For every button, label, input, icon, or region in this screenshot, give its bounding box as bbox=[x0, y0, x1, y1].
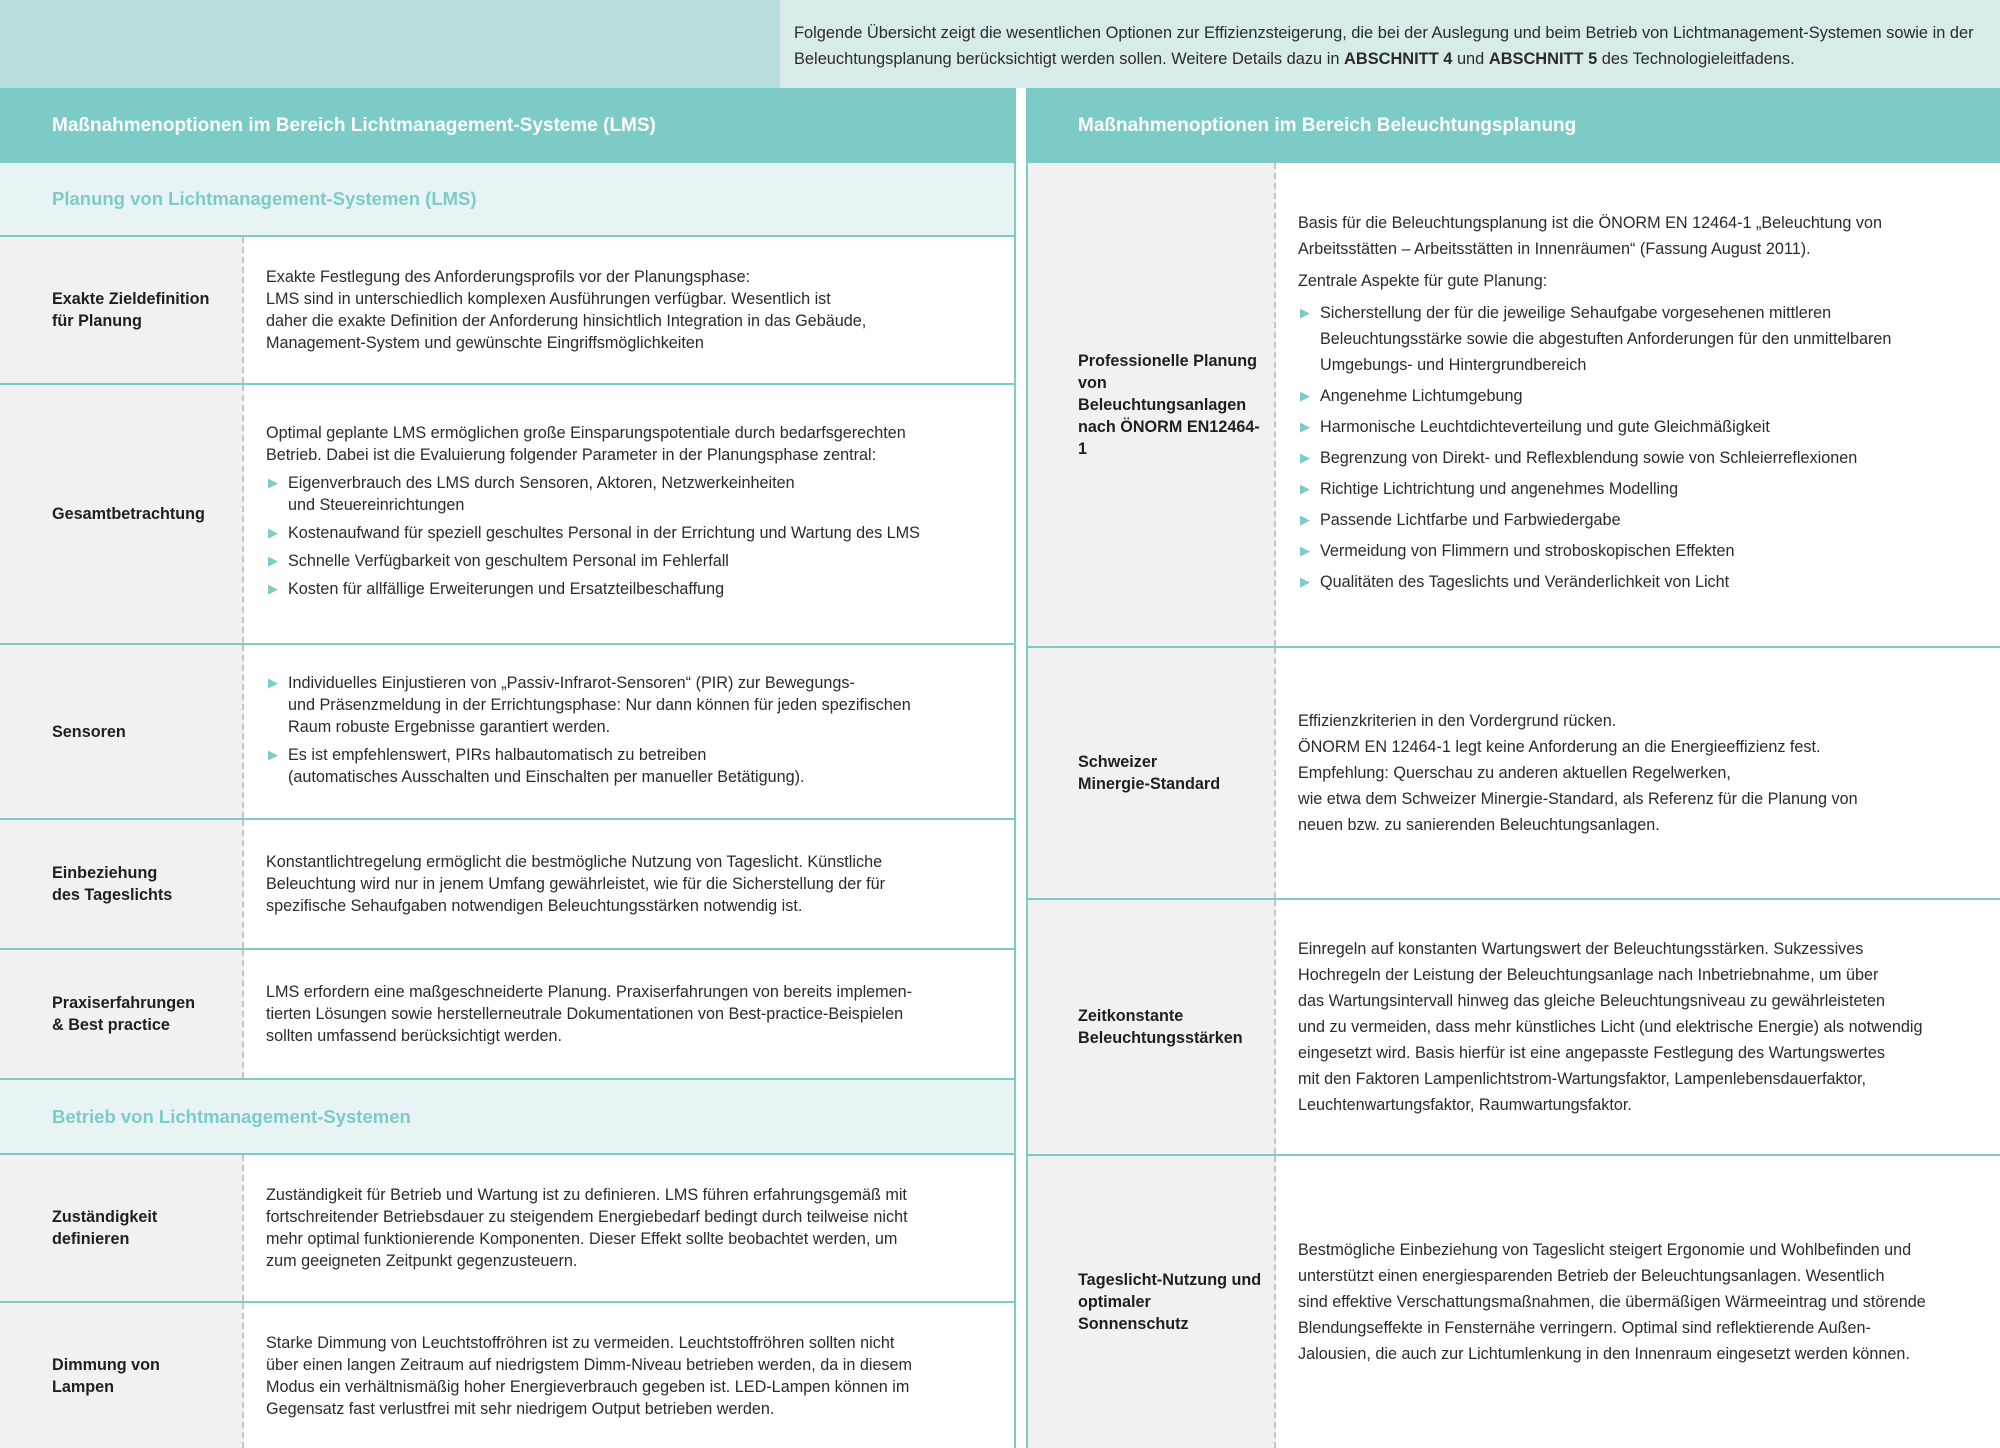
triangle-bullet-icon: ▶ bbox=[1300, 511, 1310, 527]
row-label: Einbeziehung des Tageslichts bbox=[0, 820, 244, 948]
list-item: ▶ Eigenverbrauch des LMS durch Sensoren, Aktoren, Netzwerkeinheiten und Steuereinrichtungen bbox=[268, 474, 795, 514]
banner-decoration bbox=[0, 0, 780, 88]
row-label: Tageslicht-Nutzung und optimaler Sonnenschutz bbox=[1026, 1156, 1276, 1448]
bullet-list bbox=[266, 472, 992, 606]
row-content: Einregeln auf konstanten Wartungswert der Beleuchtungsstärken. Sukzessives Hochregeln der Leistung der Beleuchtungsanlage nach Inbetriebnahme, um über das Wartungsintervall hinweg das gleiche Beleuchtungsniveau zu gewährleisteten und zu vermeiden, dass mehr künstliches Licht (und elektrische Energie) als notwendig eingesetzt wird. Basis hierfür ist eine angepasste Festlegung des Wartungswertes mit den Faktoren Lampenlichtstrom-Wartungsfaktor, Lampenlebensdauerfaktor, Leuchtenwartungsfaktor, Raumwartungsfaktor. bbox=[1298, 940, 1923, 1114]
row-content: Konstantlichtregelung ermöglicht die bestmögliche Nutzung von Tageslicht. Künstliche Beleuchtung wird nur in jenem Umfang gewährleistet, wie für die Sicherstellung der für spezifische Sehaufgaben notwendigen Beleuchtungsstärken notwendig ist. bbox=[266, 853, 886, 915]
row-label: Professionelle Planung von Beleuchtungsanlagen nach ÖNORM EN12464-1 bbox=[1026, 163, 1276, 646]
column-divider bbox=[1014, 163, 1016, 1448]
row-label: Exakte Zieldefinition für Planung bbox=[0, 237, 244, 383]
row-label: Zuständigkeit definieren bbox=[0, 1155, 244, 1301]
list-item: ▶ Passende Lichtfarbe und Farbwiedergabe bbox=[1298, 507, 1986, 533]
row-content: Zuständigkeit für Betrieb und Wartung ist zu definieren. LMS führen erfahrungsgemäß mit fortschreitender Betriebsdauer zu steigendem Energiebedarf bedingt durch teilweise nicht mehr optimal funktionierende Komponenten. Dieser Effekt sollte beobachtet werden, um zum geeigneten Zeitpunkt gegenzusteuern. bbox=[266, 1186, 908, 1270]
row-content: LMS erfordern eine maßgeschneiderte Planung. Praxiserfahrungen von bereits implemen- tierten Lösungen sowie herstellerneutrale Dokumentationen von Best-practice-Beispielen sollten umfassend berücksichtigt werden. bbox=[266, 983, 913, 1045]
triangle-bullet-icon: ▶ bbox=[1300, 542, 1310, 558]
triangle-bullet-icon: ▶ bbox=[268, 475, 278, 490]
triangle-bullet-icon: ▶ bbox=[1300, 387, 1310, 403]
intro-text: Folgende Übersicht zeigt die wesentlichen Optionen zur Effizienzsteigerung, die bei der Auslegung und beim Betrieb von Lichtmanagement-Systemen sowie in der Beleuchtungsplanung berücksichtigt werden sollen. Weitere Details dazu in ABSCHNITT 4 und ABSCHNITT 5 des Technologieleitfadens. bbox=[780, 0, 2000, 88]
list-item: ▶ Es ist empfehlenswert, PIRs halbautomatisch zu betreiben (automatisches Ausschalten und Einschalten per manueller Betätigung). bbox=[268, 745, 805, 786]
row-content: Basis für die Beleuchtungsplanung ist die ÖNORM EN 12464-1 „Beleuchtung von Arbeitsstätten – Arbeitsstätten in Innenräumen“ (Fassung August 2011). Zentrale Aspekte für gute Planung: ▶ Sicherstellung der für die jeweilige Sehaufgabe vorgesehenen mittleren Beleuchtungsstärke sowie die abgestuften Anforderungen für den unmittelbaren Umgebungs- und Hintergrundbereich ▶ Angenehme Lichtumgebung ▶ Harmonische Leuchtdichteverteilung und gute Gleichmäßigkeit ▶ Begrenzung von Direkt- und Reflexblendung sowie von Schleierreflexionen ▶ Richtige Lichtrichtung und angenehmes Modelling ▶ Passende Lichtfarbe und Farbwiedergabe ▶ Vermeidung von Flimmern und stroboskopischen Effekten ▶ Qualitäten des Tageslichts und Veränderlichkeit von Licht bbox=[1276, 163, 2000, 646]
row-content: Optimal geplante LMS ermöglichen große Einsparungspotentiale durch bedarfsgerechten Betrieb. Dabei ist die Evaluierung folgender Parameter in der Planungsphase zentral: ▶ Eigenverbrauch des LMS durch Sensoren, Aktoren, Netzwerkeinheiten und Steuereinrichtungen ▶ Kostenaufwand für speziell geschultes Personal in der Errichtung und Wartung des LMS ▶ Schnelle Verfügbarkeit von geschultem Personal im Fehlerfall ▶ Kosten für allfällige Erweiterungen und Ersatzteilbeschaffung bbox=[244, 385, 1016, 643]
right-column-header: Maßnahmenoptionen im Bereich Beleuchtungsplanung bbox=[1026, 88, 2000, 163]
row-label: Zeitkonstante Beleuchtungsstärken bbox=[1026, 900, 1276, 1154]
list-item: ▶ Sicherstellung der für die jeweilige Sehaufgabe vorgesehenen mittleren Beleuchtungsstärke sowie die abgestuften Anforderungen für den unmittelbaren Umgebungs- und Hintergrundbereich bbox=[1298, 300, 1986, 378]
triangle-bullet-icon: ▶ bbox=[268, 746, 278, 762]
triangle-bullet-icon: ▶ bbox=[1300, 304, 1310, 320]
list-item: ▶ Angenehme Lichtumgebung bbox=[1298, 383, 1986, 409]
row-content: Effizienzkriterien in den Vordergrund rücken. ÖNORM EN 12464-1 legt keine Anforderung an die Energieeffizienz fest. Empfehlung: Querschau zu anderen aktuellen Regelwerken, wie etwa dem Schweizer Minergie-Standard, als Referenz für die Planung von neuen bzw. zu sanierenden Beleuchtungsanlagen. bbox=[1298, 712, 1858, 834]
column-divider bbox=[1026, 163, 1028, 1448]
row-label: Gesamtbetrachtung bbox=[0, 385, 244, 643]
triangle-bullet-icon: ▶ bbox=[268, 581, 278, 596]
row-content: Starke Dimmung von Leuchtstoffröhren ist zu vermeiden. Leuchtstoffröhren sollten nicht über einen langen Zeitraum auf niedrigstem Dimm-Niveau betrieben werden, da in diesem Modus ein verhältnismäßig hoher Energieverbrauch gegeben ist. LED-Lampen können im Gegensatz fast verlustfrei mit sehr niedrigem Output betrieben werden. bbox=[266, 1333, 913, 1418]
row-content bbox=[244, 645, 1016, 818]
list-item: ▶ Individuelles Einjustieren von „Passiv-Infrarot-Sensoren“ (PIR) zur Bewegungs- und Präsenzmeldung in der Errichtungsphase: Nur dann können für jeden spezifischen Raum robuste Ergebnisse garantiert werden. bbox=[268, 673, 911, 736]
section-planung: Planung von Lichtmanagement-Systemen (LMS) bbox=[0, 163, 1016, 237]
triangle-bullet-icon: ▶ bbox=[268, 525, 278, 540]
section-betrieb: Betrieb von Lichtmanagement-Systemen bbox=[0, 1080, 1016, 1155]
triangle-bullet-icon: ▶ bbox=[1300, 480, 1310, 496]
row-label: Praxiserfahrungen & Best practice bbox=[0, 950, 244, 1078]
triangle-bullet-icon: ▶ bbox=[268, 674, 278, 690]
column-gap bbox=[1016, 88, 1026, 1448]
triangle-bullet-icon: ▶ bbox=[1300, 573, 1310, 589]
row-label: Schweizer Minergie-Standard bbox=[1026, 648, 1276, 898]
list-item: ▶ Richtige Lichtrichtung und angenehmes Modelling bbox=[1298, 476, 1986, 502]
bullet-list bbox=[266, 672, 992, 794]
row-label: Dimmung von Lampen bbox=[0, 1303, 244, 1448]
list-item: ▶ Kosten für allfällige Erweiterungen und Ersatzteilbeschaffung bbox=[268, 580, 725, 598]
left-column-header: Maßnahmenoptionen im Bereich Lichtmanagement-Systeme (LMS) bbox=[0, 88, 1016, 163]
list-item: ▶ Harmonische Leuchtdichteverteilung und gute Gleichmäßigkeit bbox=[1298, 414, 1986, 440]
list-item: ▶ Begrenzung von Direkt- und Reflexblendung sowie von Schleierreflexionen bbox=[1298, 445, 1986, 471]
triangle-bullet-icon: ▶ bbox=[268, 553, 278, 568]
row-content: Bestmögliche Einbeziehung von Tageslicht steigert Ergonomie und Wohlbefinden und unterstützt einen energiesparenden Betrieb der Beleuchtungsanlagen. Wesentlich sind effektive Verschattungsmaßnahmen, die übermäßigen Wärmeeintrag und störende Blendungseffekte in Fensternähe verringern. Optimal sind reflektierende Außen- Jalousien, die auch zur Lichtumlenkung in den Innenraum eingesetzt werden können. bbox=[1298, 1241, 1926, 1363]
list-item: ▶ Schnelle Verfügbarkeit von geschultem Personal im Fehlerfall bbox=[268, 552, 729, 570]
list-item: ▶ Kostenaufwand für speziell geschultes Personal in der Errichtung und Wartung des LMS bbox=[268, 524, 920, 542]
list-item: ▶ Qualitäten des Tageslichts und Veränderlichkeit von Licht bbox=[1298, 569, 1986, 595]
triangle-bullet-icon: ▶ bbox=[1300, 449, 1310, 465]
list-item: ▶ Vermeidung von Flimmern und stroboskopischen Effekten bbox=[1298, 538, 1986, 564]
row-label: Sensoren bbox=[0, 645, 244, 818]
triangle-bullet-icon: ▶ bbox=[1300, 418, 1310, 434]
row-content: Exakte Festlegung des Anforderungsprofils vor der Planungsphase: LMS sind in unterschiedlich komplexen Ausführungen verfügbar. Wesentlich ist daher die exakte Definition der Anforderung hinsichtlich Integration in das Gebäude, Management-System und gewünschte Eingriffsmöglichkeiten bbox=[266, 268, 867, 352]
bullet-list bbox=[1298, 300, 1986, 600]
